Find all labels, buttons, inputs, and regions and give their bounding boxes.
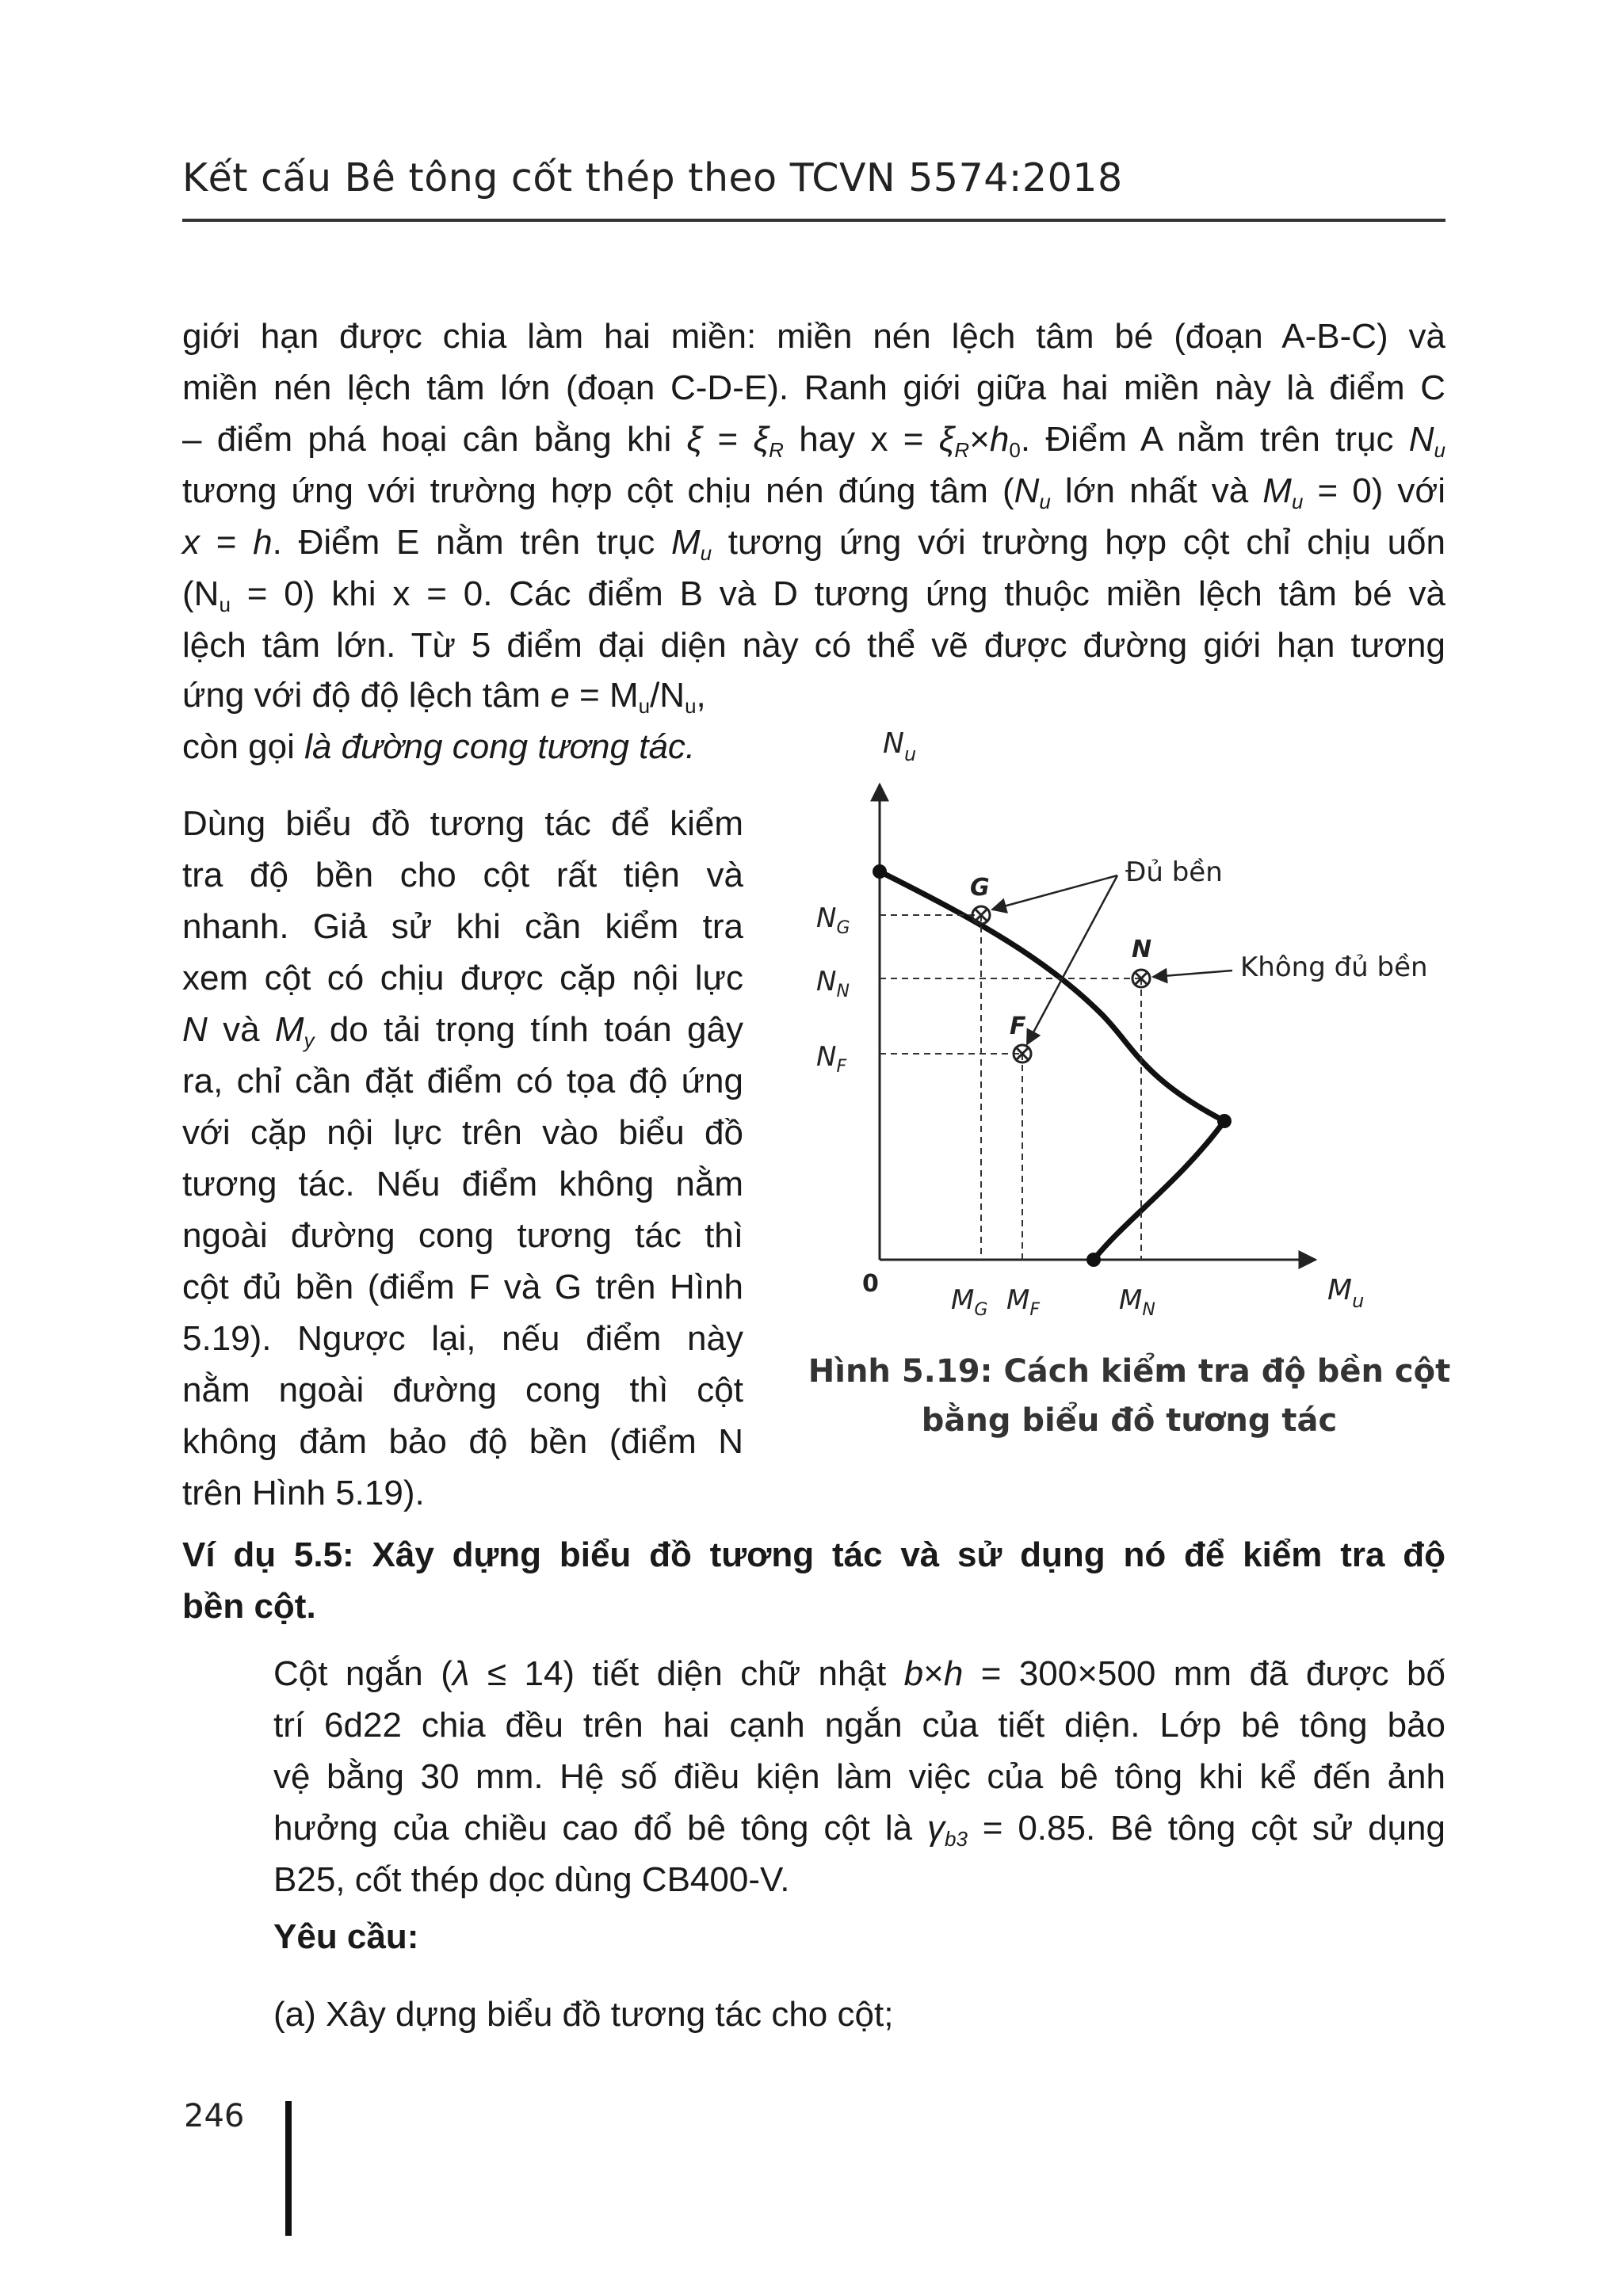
running-header: Kết cấu Bê tông cốt thép theo TCVN 5574:2018: [182, 155, 1123, 200]
text-line: $(N_u = 0)$ khi x = 0. Các điểm B và D tương ứng thuộc miền lệch tâm bé và: [182, 574, 1445, 616]
text-line: Cột ngắn (λ ≤ 14) tiết diện chữ nhật b×h = 300×500 mm đã được bố: [273, 1654, 1445, 1693]
text-line: trí 6d22 chia đều trên hai cạnh ngắn của tiết diện. Lớp bê tông bảo: [273, 1706, 1445, 1745]
page-number: 246: [184, 2098, 245, 2134]
text-line: nhanh. Giả sử khi cần kiểm tra: [182, 907, 743, 946]
text-line: tra độ bền cho cột rất tiện và: [182, 856, 743, 894]
curve-point: [873, 864, 887, 879]
text-line: Ví dụ 5.5: Xây dựng biểu đồ tương tác và sử dụng nó để kiểm tra độ: [182, 1535, 1445, 1574]
text-line: – điểm phá hoại cân bằng khi $\xi = \xi_R$ hay $x = \xi_R\times h_0$. Điểm A nằm trên trục $N_u$: [182, 420, 1445, 462]
text-line: vệ bằng 30 mm. Hệ số điều kiện làm việc của bê tông khi kể đến ảnh: [273, 1757, 1445, 1796]
text-line: N và $M_y$ do tải trọng tính toán gây: [182, 1010, 743, 1052]
paragraph-check-method: [182, 798, 743, 1519]
text-line: ứng với độ độ lệch tâm $e = M_u/N_u$,: [182, 676, 706, 718]
example-title: [182, 1529, 1445, 1632]
figure-caption: [785, 1347, 1474, 1445]
point-label-N: N: [1132, 936, 1152, 963]
tick-label-NN: $N_N$: [816, 966, 850, 1001]
text-line: với cặp nội lực trên vào biểu đồ: [182, 1113, 743, 1152]
interaction-curve: [880, 871, 1224, 1260]
tick-label-MG: $M_G$: [951, 1284, 988, 1320]
label-safe: Đủ bền: [1125, 856, 1223, 888]
requirement-item-a: (a) Xây dựng biểu đồ tương tác cho cột;: [273, 1995, 894, 2034]
footer-bar: [285, 2101, 292, 2236]
interaction-diagram: [785, 713, 1474, 1331]
text-line: xem cột có chịu được cặp nội lực: [182, 959, 743, 997]
point-label-F: F: [1010, 1013, 1026, 1040]
text-line: hưởng của chiều cao đổ bê tông cột là $\gamma_{b3} = 0.85$. Bê tông cột sử dụng: [273, 1809, 1445, 1851]
text-line: lệch tâm lớn. Từ 5 điểm đại diện này có thể vẽ được đường giới hạn tương: [182, 626, 1445, 665]
example-body: [273, 1648, 1445, 1905]
arrow-safe-to-G: [992, 875, 1117, 910]
text-line: cột đủ bền (điểm F và G trên Hình: [182, 1268, 743, 1306]
text-line: còn gọi là đường cong tương tác.: [182, 727, 696, 766]
text-line: 5.19). Ngược lại, nếu điểm này: [182, 1319, 743, 1358]
tick-label-MF: $M_F$: [1006, 1284, 1040, 1320]
text-line: bền cột.: [182, 1587, 316, 1626]
text-line: giới hạn được chia làm hai miền: miền nén lệch tâm bé (đoạn A-B-C) và: [182, 317, 1445, 356]
requirements-heading: Yêu cầu:: [273, 1917, 419, 1956]
text-line: ra, chỉ cần đặt điểm có tọa độ ứng: [182, 1062, 743, 1100]
text-line: miền nén lệch tâm lớn (đoạn C-D-E). Ranh giới giữa hai miền này là điểm C: [182, 368, 1445, 407]
text-line: nằm ngoài đường cong thì cột: [182, 1371, 743, 1409]
header-rule: [182, 219, 1445, 222]
text-line: trên Hình 5.19).: [182, 1474, 425, 1512]
interaction-diagram-figure: [785, 713, 1474, 1331]
curve-point: [1217, 1114, 1232, 1128]
text-line: B25, cốt thép dọc dùng CB400-V.: [273, 1860, 790, 1899]
text-line: tương ứng với trường hợp cột chịu nén đúng tâm ($N_u$ lớn nhất và $M_u = 0$) với: [182, 471, 1446, 513]
text-line: không đảm bảo độ bền (điểm N: [182, 1422, 743, 1461]
curve-point: [1086, 1253, 1101, 1267]
caption-line: Hình 5.19: Cách kiểm tra độ bền cột: [808, 1353, 1451, 1390]
tick-label-NF: $N_F$: [816, 1041, 847, 1077]
arrow-unsafe-to-N: [1153, 971, 1232, 977]
y-axis-label: $N_u$: [883, 727, 917, 765]
label-unsafe: Không đủ bền: [1240, 952, 1428, 983]
paragraph-interaction-intro: [182, 311, 1445, 671]
text-line: x = h. Điểm E nằm trên trục $M_u$ tương ứng với trường hợp cột chỉ chịu uốn: [182, 523, 1446, 565]
origin-label: 0: [862, 1270, 879, 1298]
text-line: tương tác. Nếu điểm không nằm: [182, 1165, 743, 1203]
text-line: Dùng biểu đồ tương tác để kiểm: [182, 804, 743, 843]
tick-label-NG: $N_G$: [816, 902, 850, 938]
point-label-G: G: [970, 874, 990, 902]
tick-label-MN: $M_N$: [1119, 1284, 1155, 1320]
caption-line: bằng biểu đồ tương tác: [921, 1402, 1338, 1439]
x-axis-label: $M_u$: [1327, 1274, 1365, 1312]
text-line: ngoài đường cong tương tác thì: [182, 1216, 743, 1255]
